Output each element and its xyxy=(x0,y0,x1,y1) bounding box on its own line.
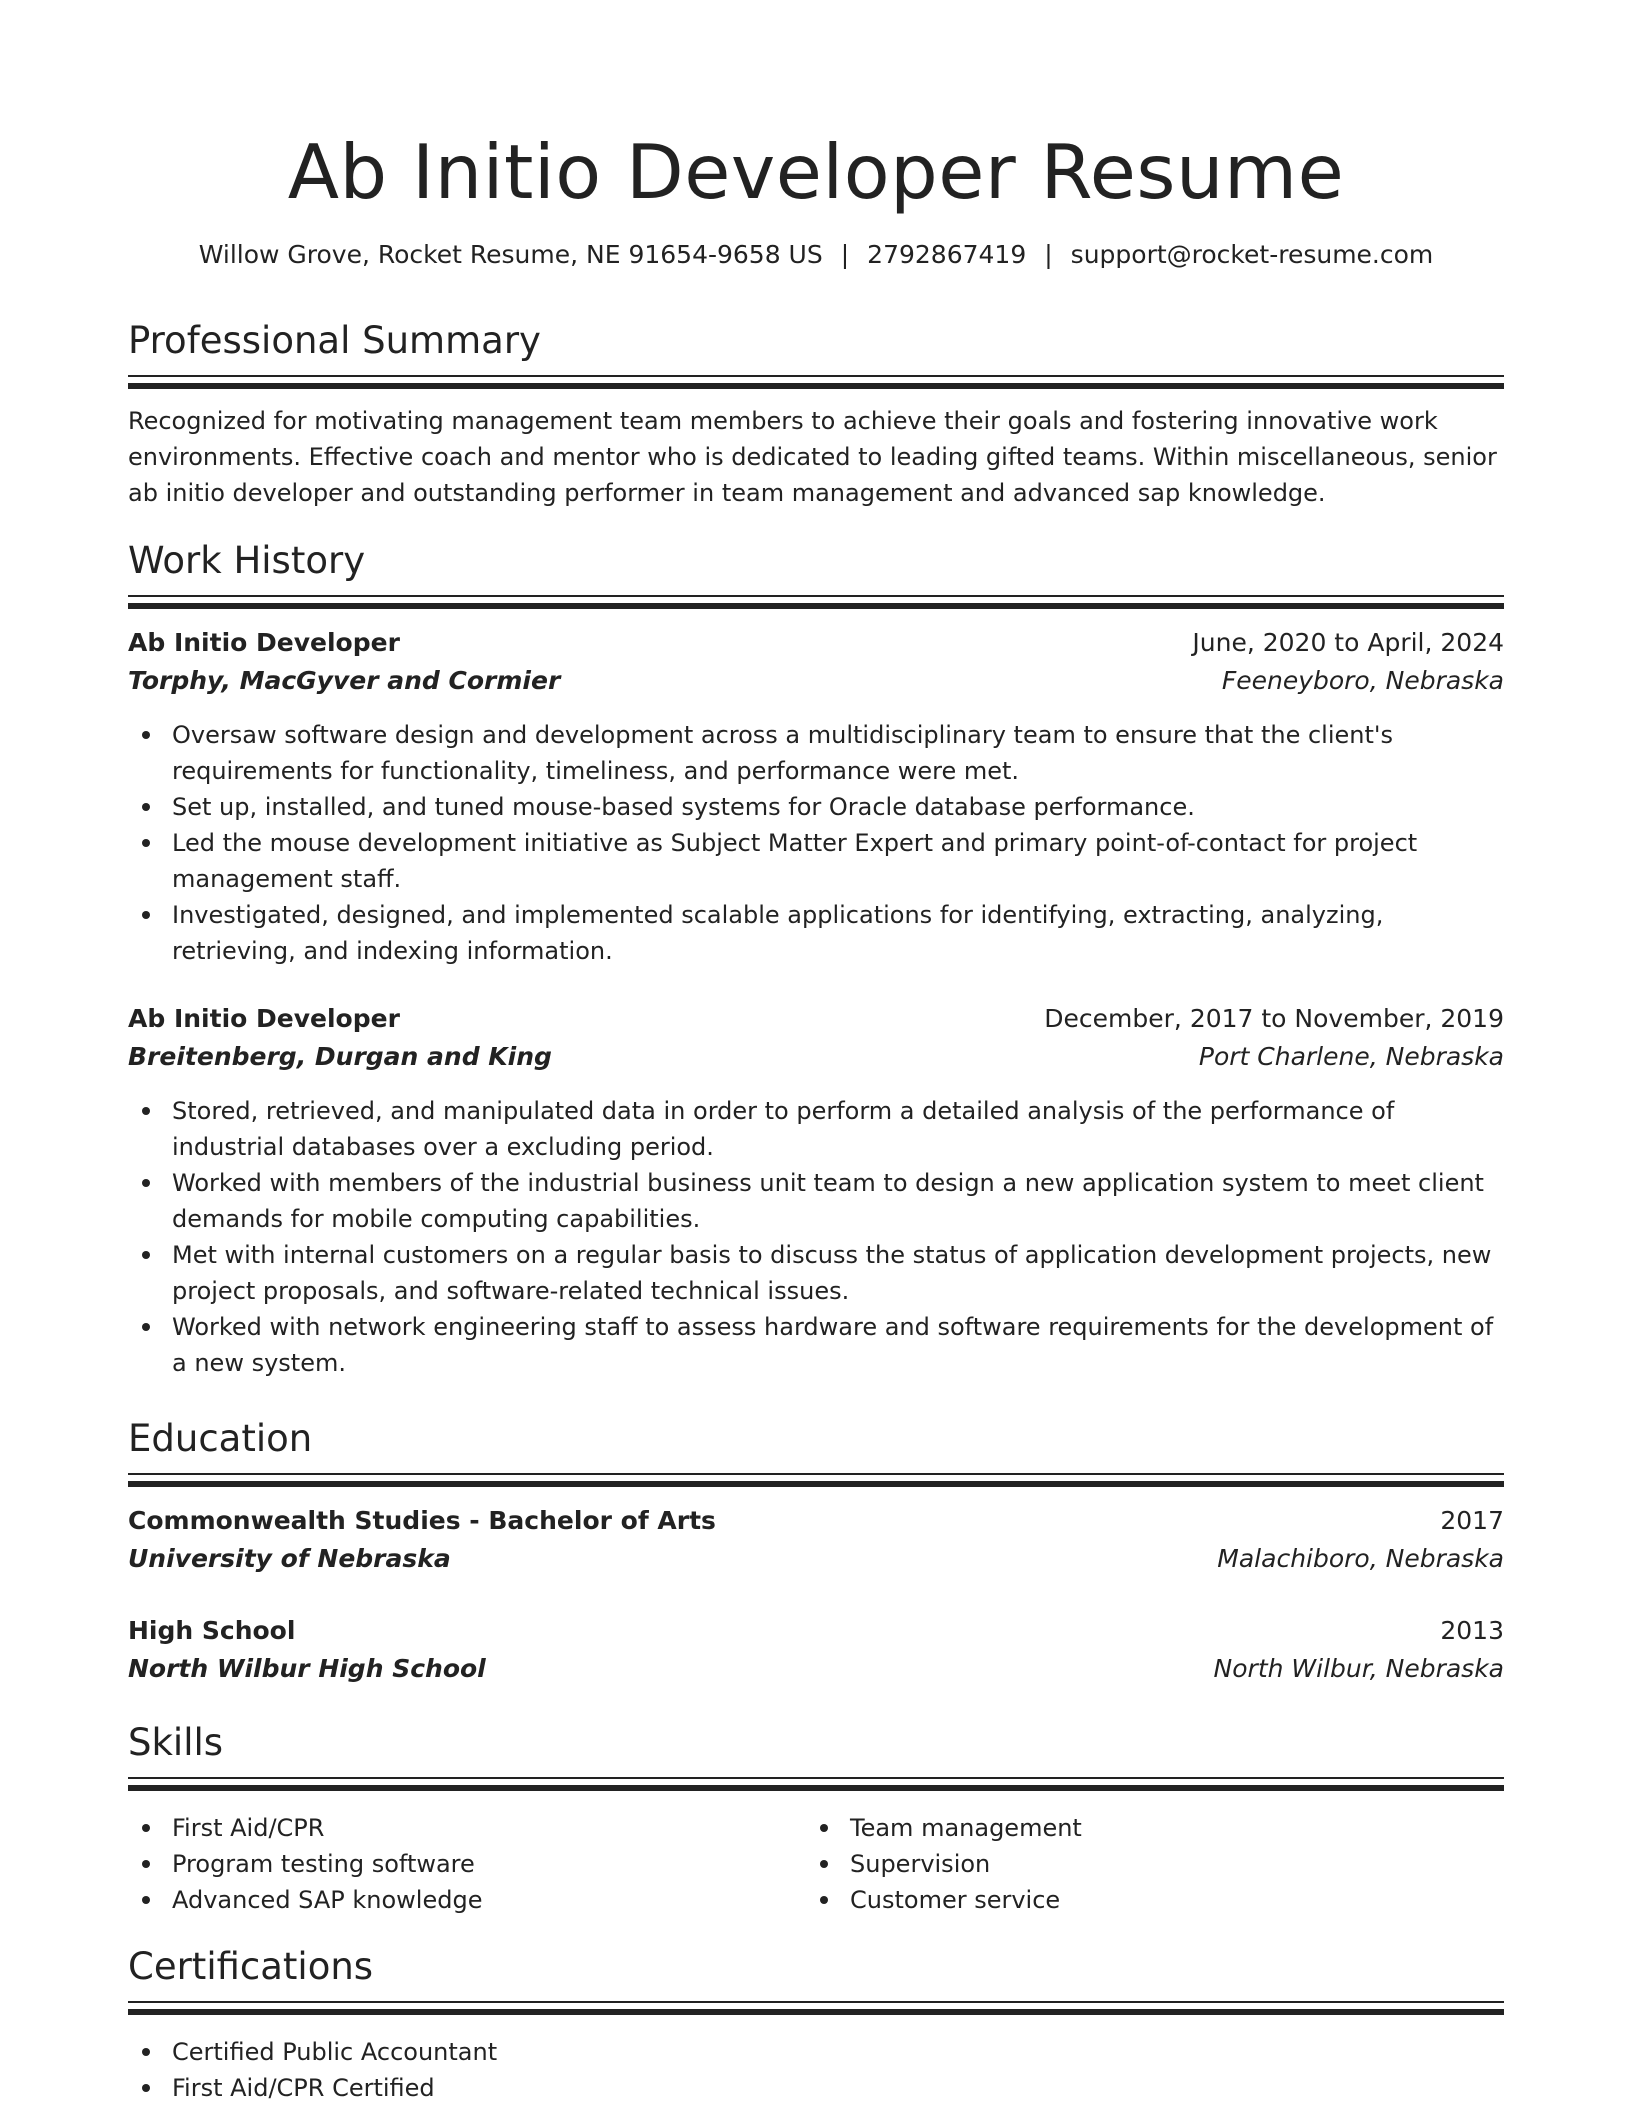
job-bullet: Worked with members of the industrial business unit team to design a new application system to meet client demands for mobile computing capabilities. xyxy=(128,1165,1504,1237)
job-subheader xyxy=(128,1038,1504,1076)
skill-item: Customer service xyxy=(806,1882,1632,1918)
section-divider xyxy=(128,2001,1504,2016)
job-bullets xyxy=(128,1093,1504,1381)
job-location: Port Charlene, Nebraska xyxy=(1198,1042,1504,1071)
job-company: Torphy, MacGyver and Cormier xyxy=(128,666,561,695)
section-heading-education: Education xyxy=(128,1417,313,1460)
contact-line xyxy=(128,238,1504,272)
job-company: Breitenberg, Durgan and King xyxy=(128,1042,552,1071)
section-heading-certifications: Certifications xyxy=(128,1945,374,1988)
education-header xyxy=(128,1612,1504,1650)
skill-item: First Aid/CPR xyxy=(128,1810,1504,1846)
job-location: Feeneyboro, Nebraska xyxy=(1221,666,1504,695)
education-school: University of Nebraska xyxy=(128,1544,451,1573)
job-subheader xyxy=(128,662,1504,700)
section-divider xyxy=(128,1777,1504,1792)
section-heading-work: Work History xyxy=(128,539,366,582)
contact-phone: 2792867419 xyxy=(867,240,1027,269)
skills-list-right xyxy=(806,1810,1632,1918)
job-title: Ab Initio Developer xyxy=(128,1004,400,1033)
job-bullets xyxy=(128,717,1504,969)
certifications-list xyxy=(128,2034,1504,2106)
section-heading-skills: Skills xyxy=(128,1721,224,1764)
contact-separator: | xyxy=(840,240,850,269)
contact-separator: | xyxy=(1044,240,1053,269)
certification-item: Certified Public Accountant xyxy=(128,2034,1504,2070)
skill-item: Team management xyxy=(806,1810,1632,1846)
section-divider xyxy=(128,375,1504,390)
job-bullet: Investigated, designed, and implemented scalable applications for identifying, extracting, analyzing, retrieving, and indexing information. xyxy=(128,897,1504,969)
skill-item: Supervision xyxy=(806,1846,1632,1882)
job-bullet: Worked with network engineering staff to assess hardware and software requirements for the development of a new system. xyxy=(128,1309,1504,1381)
skill-item: Program testing software xyxy=(128,1846,1504,1882)
education-school: North Wilbur High School xyxy=(128,1654,486,1683)
education-degree: High School xyxy=(128,1616,296,1645)
education-header xyxy=(128,1502,1504,1540)
job-dates: December, 2017 to November, 2019 xyxy=(1044,1004,1504,1033)
education-subheader xyxy=(128,1540,1504,1578)
section-divider xyxy=(128,1473,1504,1488)
education-subheader xyxy=(128,1650,1504,1688)
job-bullet: Led the mouse development initiative as Subject Matter Expert and primary point-of-contact for project management staff. xyxy=(128,825,1504,897)
job-bullet: Oversaw software design and development across a multidisciplinary team to ensure that the client's requirements for functionality, timeliness, and performance were met. xyxy=(128,717,1504,789)
contact-email: support@rocket-resume.com xyxy=(1070,240,1434,269)
job-title: Ab Initio Developer xyxy=(128,628,400,657)
section-heading-summary: Professional Summary xyxy=(128,319,541,362)
certification-item: First Aid/CPR Certified xyxy=(128,2070,1504,2106)
summary-text: Recognized for motivating management team members to achieve their goals and fostering innovative work environments. Effective coach and mentor who is dedicated to leading gifted teams. Within miscellaneous, senior ab initio developer and outstanding performer in team management and advanced sap knowledge. xyxy=(128,407,1497,507)
job-header xyxy=(128,624,1504,662)
education-location: North Wilbur, Nebraska xyxy=(1213,1654,1504,1683)
job-header xyxy=(128,1000,1504,1038)
job-bullet: Set up, installed, and tuned mouse-based systems for Oracle database performance. xyxy=(128,789,1504,825)
education-year: 2017 xyxy=(1440,1506,1504,1535)
education-location: Malachiboro, Nebraska xyxy=(1217,1544,1504,1573)
education-year: 2013 xyxy=(1440,1616,1504,1645)
section-divider xyxy=(128,595,1504,610)
job-bullet: Stored, retrieved, and manipulated data in order to perform a detailed analysis of the performance of industrial databases over a excluding period. xyxy=(128,1093,1504,1165)
education-degree: Commonwealth Studies - Bachelor of Arts xyxy=(128,1506,716,1535)
resume-title: Ab Initio Developer Resume xyxy=(287,128,1345,216)
skill-item: Advanced SAP knowledge xyxy=(128,1882,1504,1918)
contact-address: Willow Grove, Rocket Resume, NE 91654-9658 US xyxy=(198,240,823,269)
job-dates: June, 2020 to April, 2024 xyxy=(1192,628,1504,657)
job-bullet: Met with internal customers on a regular basis to discuss the status of application development projects, new project proposals, and software-related technical issues. xyxy=(128,1237,1504,1309)
